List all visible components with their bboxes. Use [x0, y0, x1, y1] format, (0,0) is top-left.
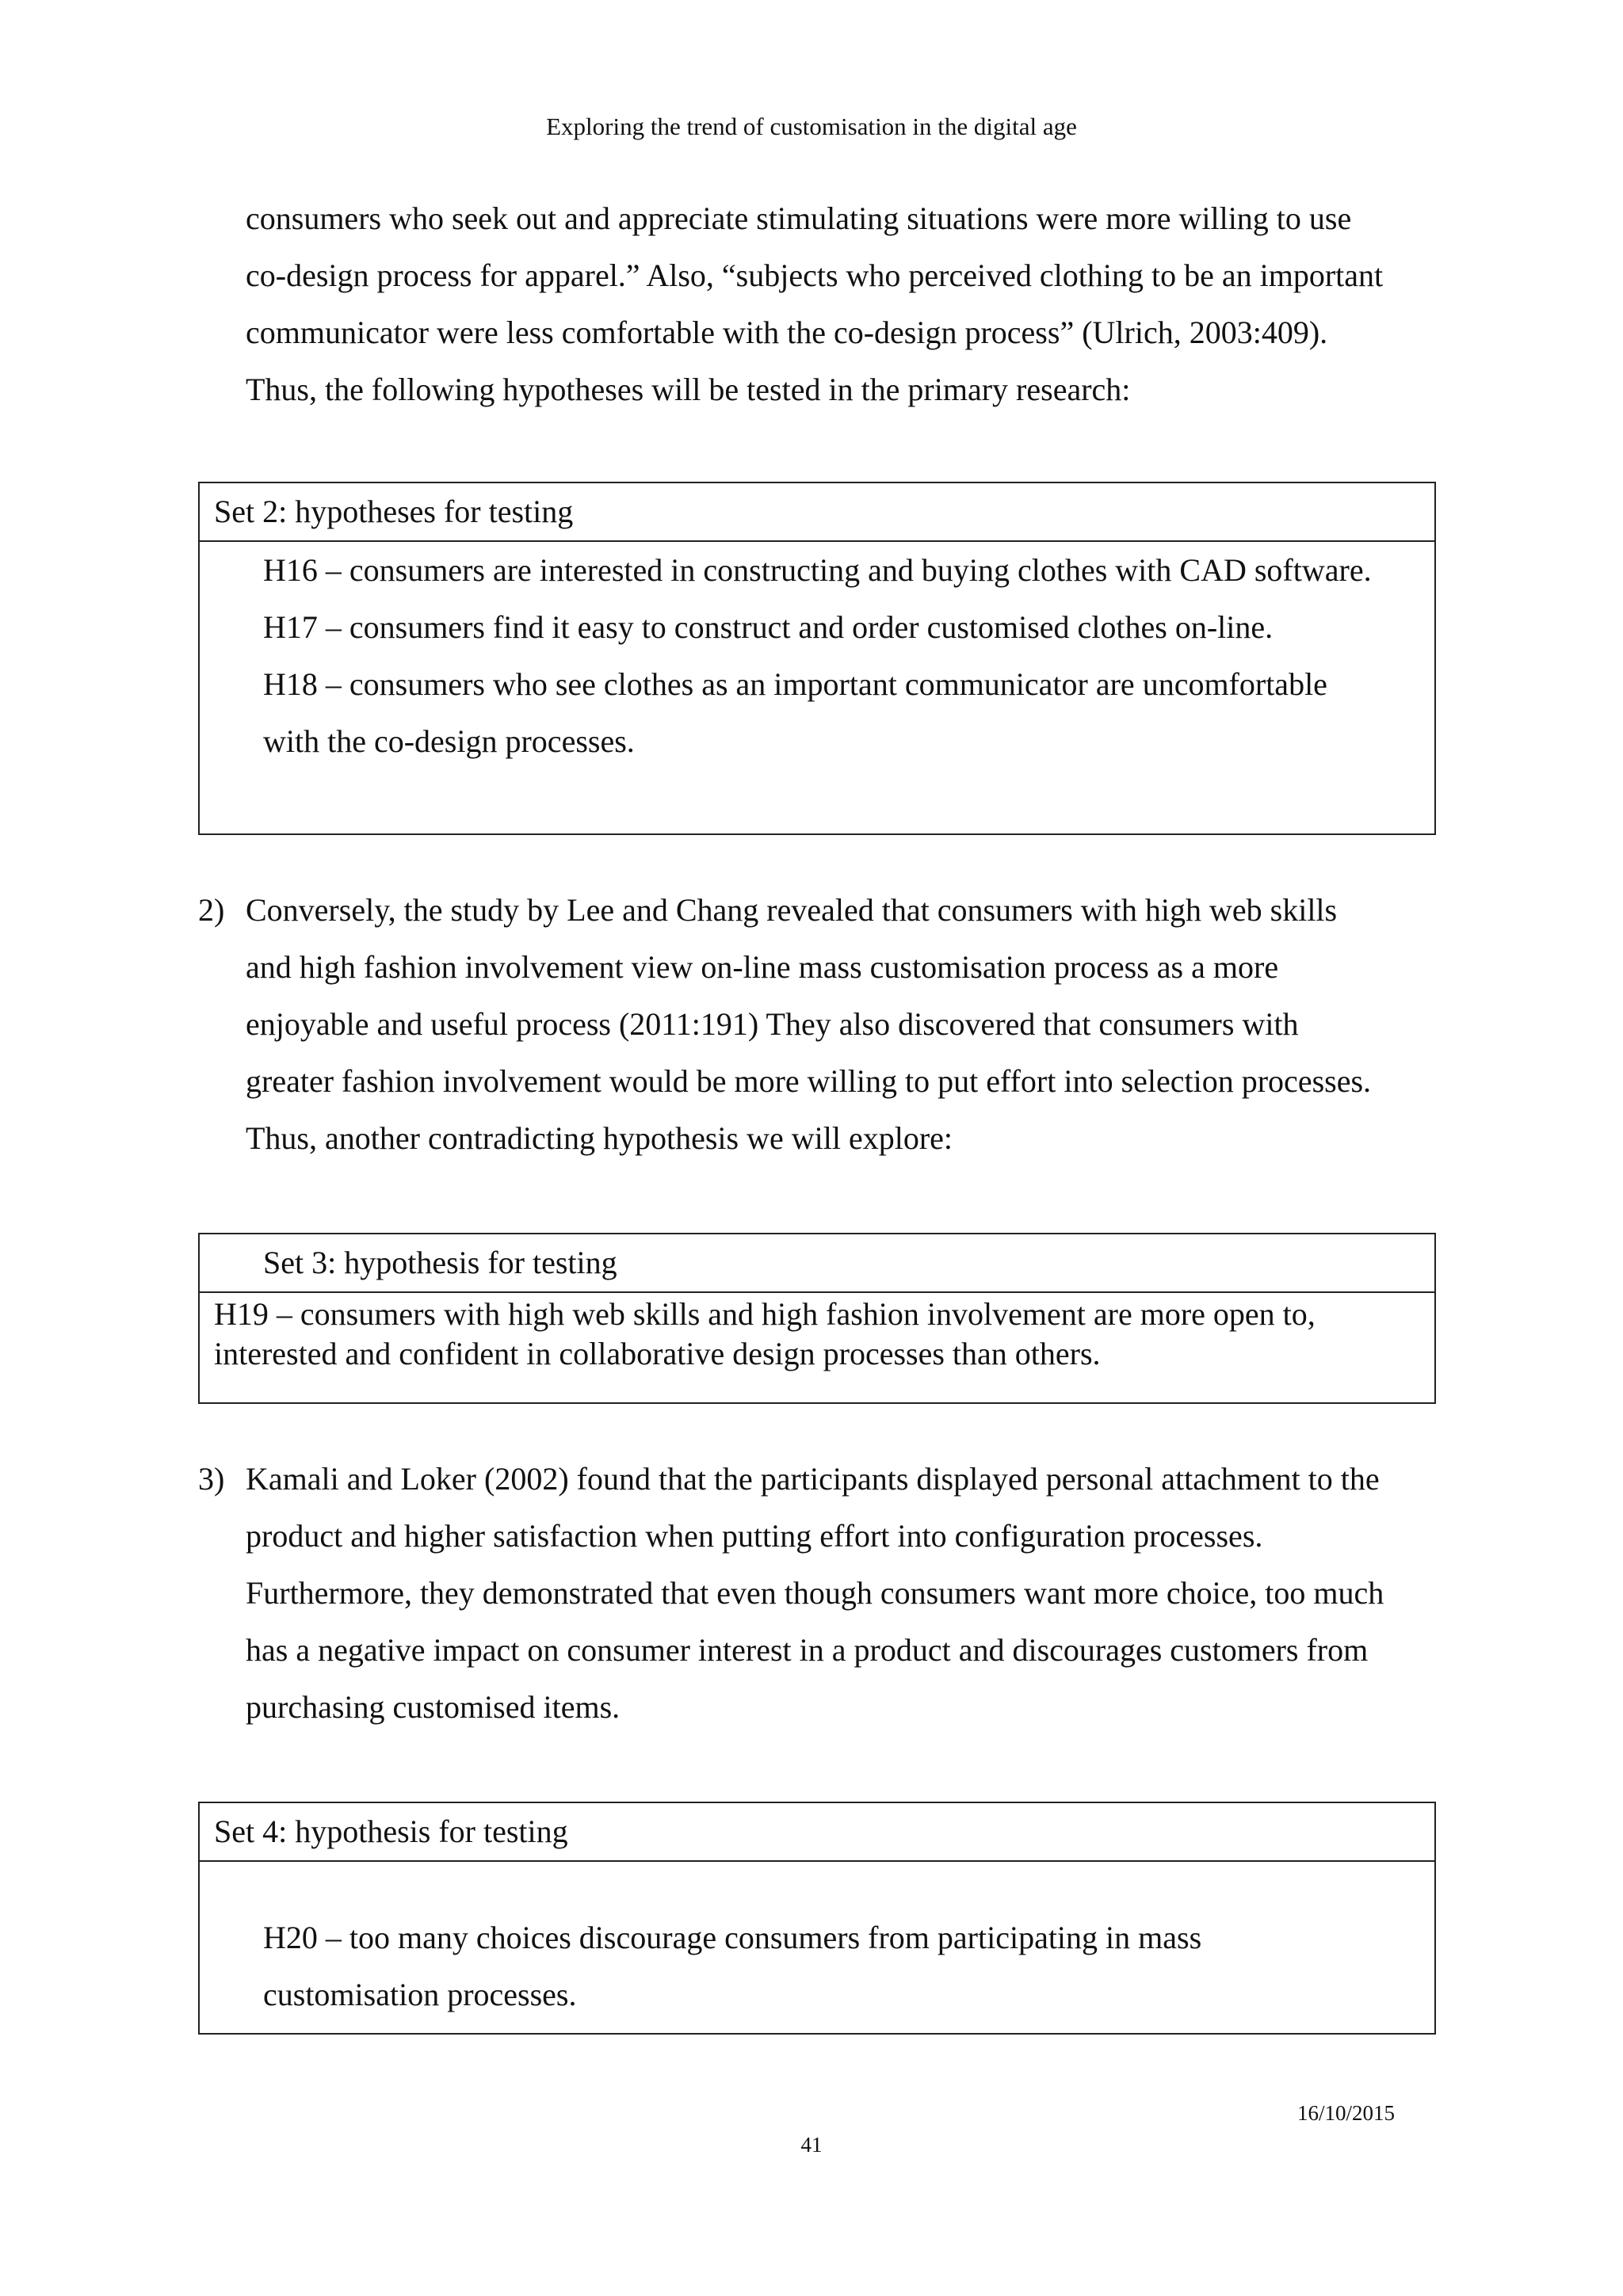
- text-line: and high fashion involvement view on-line mass customisation process as a more: [246, 949, 1279, 985]
- footer-date: 16/10/2015: [1296, 2101, 1395, 2125]
- hypothesis-h16: H16 – consumers are interested in constructing and buying clothes with CAD software.: [263, 552, 1372, 588]
- hypothesis-h17: H17 – consumers find it easy to construct and order customised clothes on-line.: [263, 609, 1274, 645]
- box-body-set3: [200, 1293, 1434, 1374]
- hypothesis-h20-cont: customisation processes.: [263, 1977, 577, 2012]
- box-body-set4: [200, 1862, 1434, 2023]
- text-line: greater fashion involvement would be more willing to put effort into selection processes.: [246, 1063, 1372, 1099]
- item2-paragraph: [246, 882, 1450, 1167]
- hypothesis-h19-cont: interested and confident in collaborative design processes than others.: [214, 1336, 1101, 1371]
- text-line: Thus, the following hypotheses will be tested in the primary research:: [246, 372, 1131, 407]
- page-number: 41: [800, 2133, 823, 2157]
- list-number-3: 3): [198, 1461, 225, 1497]
- box-body-set2: [200, 542, 1434, 770]
- text-line: Furthermore, they demonstrated that even though consumers want more choice, too much: [246, 1575, 1384, 1611]
- item3-paragraph: [246, 1451, 1450, 1736]
- hypothesis-h19: H19 – consumers with high web skills and high fashion involvement are more open to,: [214, 1296, 1316, 1332]
- hypotheses-box-set4: [198, 1802, 1436, 2035]
- list-number-2: 2): [198, 892, 225, 928]
- text-line: co-design process for apparel.” Also, “subjects who perceived clothing to be an important: [246, 257, 1384, 293]
- text-line: Thus, another contradicting hypothesis we will explore:: [246, 1120, 953, 1156]
- box-title-set3: Set 3: hypothesis for testing: [200, 1234, 1434, 1293]
- text-line: product and higher satisfaction when putting effort into configuration processes.: [246, 1518, 1263, 1554]
- hypothesis-h20: H20 – too many choices discourage consumers from participating in mass: [263, 1920, 1202, 1955]
- hypothesis-h18-cont: with the co-design processes.: [263, 723, 635, 759]
- box-title-set2: Set 2: hypotheses for testing: [200, 483, 1434, 542]
- text-line: purchasing customised items.: [246, 1689, 621, 1725]
- text-line: consumers who seek out and appreciate stimulating situations were more willing to use: [246, 200, 1352, 236]
- text-line: Kamali and Loker (2002) found that the participants displayed personal attachment to the: [246, 1461, 1380, 1497]
- text-line: has a negative impact on consumer interest in a product and discourages customers from: [246, 1632, 1369, 1668]
- text-line: Conversely, the study by Lee and Chang revealed that consumers with high web skills: [246, 892, 1338, 928]
- intro-paragraph: [246, 190, 1450, 418]
- text-line: enjoyable and useful process (2011:191) They also discovered that consumers with: [246, 1006, 1299, 1042]
- text-line: communicator were less comfortable with the co-design process” (Ulrich, 2003:409).: [246, 315, 1328, 350]
- hypotheses-box-set2: [198, 482, 1436, 835]
- hypothesis-h18: H18 – consumers who see clothes as an important communicator are uncomfortable: [263, 666, 1327, 702]
- hypotheses-box-set3: [198, 1233, 1436, 1404]
- running-header: Exploring the trend of customisation in the digital age: [546, 113, 1077, 140]
- box-title-set4: Set 4: hypothesis for testing: [200, 1803, 1434, 1862]
